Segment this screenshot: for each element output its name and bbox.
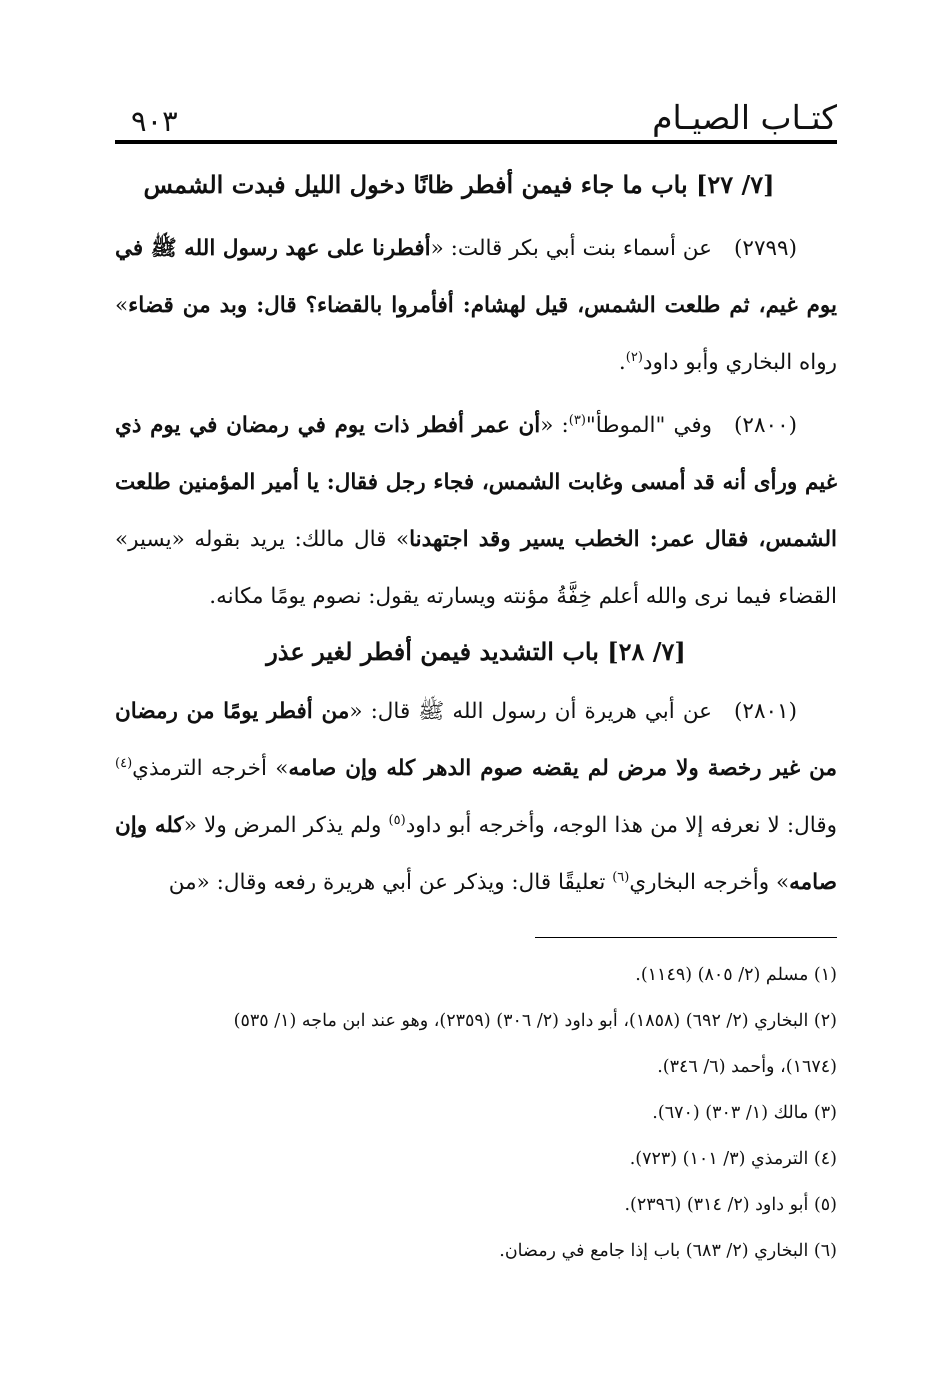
footnote: (٥) أبو داود (٢/ ٣١٤) (٢٣٩٦).	[624, 1195, 837, 1215]
hadith-commentary: قال مالك: يريد بقوله «يسير» القضاء فيما نرى والله أعلم خِفَّةُ مؤنته ويسارته يقول: نصوم يومًا مكانه.	[115, 527, 837, 609]
page-number: ٩٠٣	[131, 104, 178, 138]
hadith-matn: أن عمر أفطر ذات يوم في رمضان في يوم ذي غيم ورأى أنه قد أمسى وغابت الشمس، فجاء رجل فقال: يا أمير المؤمنين طلعت الشمس، فقال عمر: الخطب يسير وقد اجتهدنا	[115, 413, 837, 552]
hadith-number: (٢٨٠١)	[734, 699, 797, 724]
quote-close: »	[115, 293, 129, 318]
footnotes	[115, 952, 837, 1274]
quote-close: »	[275, 756, 289, 781]
footnote: (٣) مالك (١/ ٣٠٣) (٦٧٠).	[652, 1103, 837, 1123]
book-title: كتـاب الصيـام	[652, 98, 837, 137]
hadith-source: رواه البخاري وأبو داود	[642, 350, 837, 375]
hadith-matn: أفطرنا على عهد رسول الله ﷺ في يوم غيم، ثم طلعت الشمس، قيل لهشام: أفأمروا بالقضاء؟ قال: وبد من قضاء	[115, 236, 837, 318]
hadith-intro: وفي "الموطأ"	[585, 413, 713, 438]
hadith-paragraph	[115, 397, 837, 625]
book-page	[115, 90, 837, 1370]
footnote-separator	[535, 937, 837, 938]
hadith-source: » وأخرجه البخاري	[629, 870, 790, 895]
hadith-source: تعليقًا قال: ويذكر عن أبي هريرة رفعه وقال: «من	[168, 870, 613, 895]
footnote-ref: (٦)	[612, 869, 630, 885]
chapter-heading: [٧/ ٢٨] باب التشديد فيمن أفطر لغير عذر	[266, 637, 686, 666]
footnote: (٦) البخاري (٢/ ٦٨٣) باب إذا جامع في رمضان.	[499, 1241, 837, 1261]
hadith-matn: كله وإن صامه	[115, 813, 837, 895]
hadith-source: ولم يذكر المرض ولا «	[183, 813, 389, 838]
footnote-ref: (٥)	[388, 812, 406, 828]
header-rule	[115, 140, 837, 144]
footnote: (٢) البخاري (٢/ ٦٩٢) (١٨٥٨)، أبو داود (٢/ ٣٠٦) (٢٣٥٩)، وهو عند ابن ماجه (١/ ٥٣٥)	[233, 1011, 837, 1031]
hadith-number: (٢٨٠٠)	[734, 413, 798, 438]
quote-close: »	[395, 527, 410, 552]
footnote-ref: (٣)	[568, 412, 586, 428]
sentence-end: .	[618, 350, 626, 375]
running-header	[115, 90, 837, 142]
footnote-continuation: (١٦٧٤)، وأحمد (٦/ ٣٤٦).	[657, 1057, 837, 1077]
hadith-paragraph	[115, 683, 837, 911]
hadith-intro-cont: : «	[540, 413, 569, 438]
chapter-heading: [٧/ ٢٧] باب ما جاء فيمن أفطر ظانًا دخول الليل فبدت الشمس	[143, 170, 775, 199]
hadith-matn: من أفطر يومًا من رمضان من غير رخصة ولا مرض لم يقضه صوم الدهر كله وإن صامه	[115, 699, 838, 781]
footnote: (٤) الترمذي (٣/ ١٠١) (٧٢٣).	[629, 1149, 837, 1169]
footnote-ref: (٤)	[115, 755, 133, 771]
hadith-source: وقال: لا نعرفه إلا من هذا الوجه، وأخرجه أبو داود	[405, 813, 838, 838]
hadith-number: (٢٧٩٩)	[734, 236, 797, 261]
hadith-paragraph	[115, 220, 837, 391]
footnote-ref: (٢)	[625, 349, 643, 365]
hadith-intro: عن أسماء بنت أبي بكر قالت: «	[430, 236, 713, 261]
hadith-source: أخرجه الترمذي	[132, 756, 276, 781]
hadith-intro: عن أبي هريرة أن رسول الله ﷺ قال: «	[349, 699, 713, 724]
footnote: (١) مسلم (٢/ ٨٠٥) (١١٤٩).	[635, 965, 837, 985]
